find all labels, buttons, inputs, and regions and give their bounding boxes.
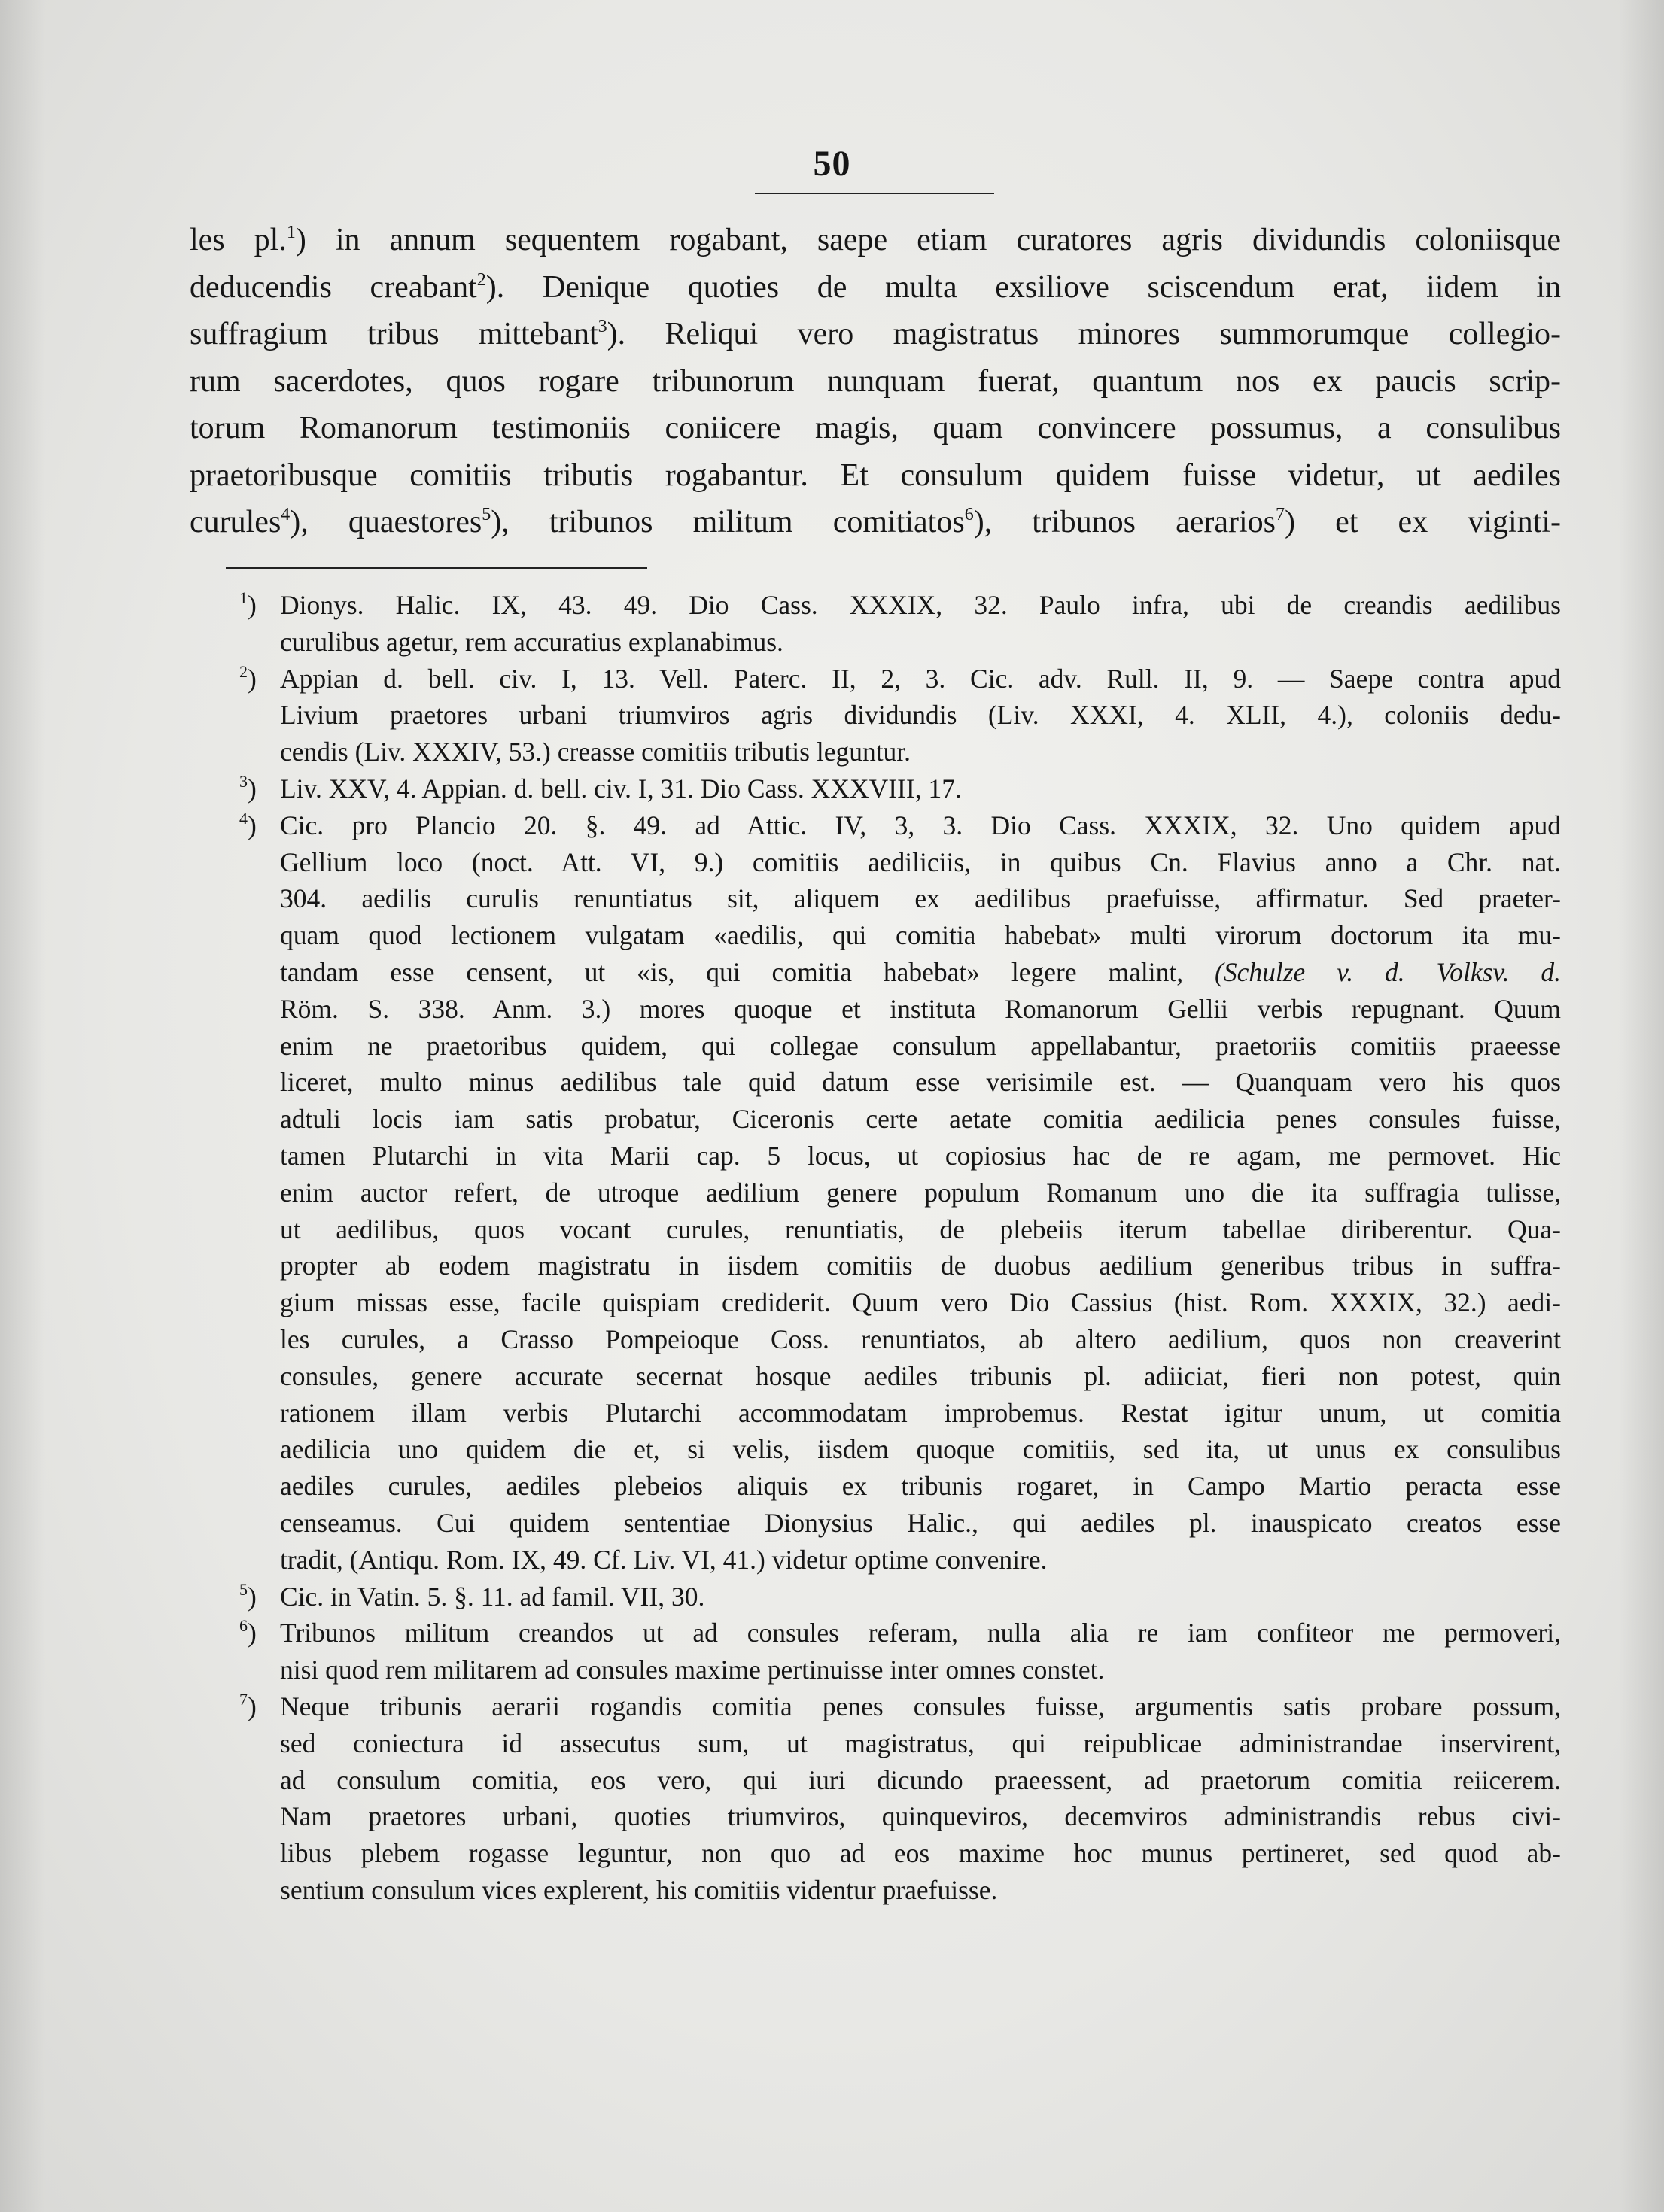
footnote-3 [239,770,1561,807]
footnote-line: Livium praetores urbani triumviros agris dividundis (Liv. XXXI, 4. XLII, 4.), coloniis dedu- [280,700,1561,731]
footnote-5 [239,1578,1561,1615]
main-line: suffragium tribus mittebant$^3$). Reliqui vero magistratus minores summorumque collegio- [190,317,1561,351]
footnote-line: quam quod lectionem vulgatam «aedilis, qui comitia habebat» multi virorum doctorum ita mu- [280,920,1561,951]
footnote-line: aediles curules, aediles plebeios aliquis ex tribunis rogaret, in Campo Martio peracta esse [280,1471,1561,1502]
page-number: 50 [813,144,851,184]
scan-shadow-left [0,0,45,2212]
footnote-line: propter ab eodem magistratu in iisdem comitiis de duobus aedilium generibus tribus in suffra- [280,1250,1561,1281]
main-line: curules$^4$), quaestores$^5$), tribunos militum comitiatos$^6$), tribunos aerarios$^7$) et ex viginti- [190,505,1561,539]
footnote-line: Röm. S. 338. Anm. 3.) mores quoque et instituta Romanorum Gellii verbis repugnant. Quum [280,993,1561,1024]
main-line: les pl.$^1$) in annum sequentem rogabant, saepe etiam curatores agris dividundis coloniisque [190,223,1561,257]
footnote-line: Dionys. Halic. IX, 43. 49. Dio Cass. XXXIX, 32. Paulo infra, ubi de creandis aedilibus [280,590,1561,620]
footnote-line: sentium consulum vices explerent, his comitiis videntur praefuisse. [280,1874,998,1905]
footnote-1 [239,587,1561,661]
footnote-line: Cic. in Vatin. 5. §. 11. ad famil. VII, 30. [280,1581,705,1612]
main-line: rum sacerdotes, quos rogare tribunorum nunquam fuerat, quantum nos ex paucis scrip- [190,363,1561,399]
footnote-line: liceret, multo minus aedilibus tale quid datum esse verisimile est. — Quanquam vero his quos [280,1067,1561,1098]
footnote-ref: 7 [1276,505,1285,524]
footnote-line: nisi quod rem militarem ad consules maxime pertinuisse inter omnes constet. [280,1654,1105,1685]
footnotes [239,587,1561,1909]
footnote-line: gium missas esse, facile quispiam crediderit. Quum vero Dio Cassius (hist. Rom. XXXIX, 32.) aedi- [280,1287,1561,1318]
footnote-number: $^7$) [239,1689,257,1721]
footnote-line: enim auctor refert, de utroque aedilium genere populum Romanum uno die ita suffragia tulisse, [280,1177,1561,1208]
footnote-number: $^6$) [239,1616,257,1648]
footnote-line: tamen Plutarchi in vita Marii cap. 5 locus, ut copiosius hac de re agam, me permovet. Hic [280,1140,1561,1171]
footnote-ref: 2 [476,269,486,290]
main-line: torum Romanorum testimoniis coniicere magis, quam convincere possumus, a consulibus [190,411,1561,445]
footnote-line: les curules, a Crasso Pompeioque Coss. renuntiatos, ab altero aedilium, quos non creaverint [280,1323,1561,1354]
footnote-line: curulibus agetur, rem accuratius explanabimus. [280,626,783,657]
footnote-line: Tribunos militum creandos ut ad consules referam, nulla alia re iam confiteor me permoveri, [280,1618,1561,1648]
footnote-number: $^5$) [239,1579,257,1612]
italic-citation: (Schulze v. d. Volksv. d. [1215,956,1561,987]
footnote-line: adtuli locis iam satis probatur, Ciceronis certe aetate comitia aedilicia penes consules fuisse, [280,1104,1561,1135]
footnote-line: ad consulum comitia, eos vero, qui iuri dicundo praeessent, ad praetorum comitia reiicerem. [280,1764,1561,1795]
footnote-line: enim ne praetoribus quidem, qui collegae consulum appellabantur, praetoriis comitiis praeesse [280,1030,1561,1061]
footnote-line: censeamus. Cui quidem sententiae Dionysius Halic., qui aediles pl. inauspicato creatos esse [280,1507,1561,1538]
footnote-line: aedilicia uno quidem die et, si velis, iisdem quoque comitiis, sed ita, ut unus ex consulibus [280,1434,1561,1465]
footnote-line: sed coniectura id assecutus sum, ut magistratus, qui reipublicae administrandae inservirent, [280,1727,1561,1758]
footnote-line: Gellium loco (noct. Att. VI, 9.) comitiis aediliciis, in quibus Cn. Flavius anno a Chr. nat. [280,846,1561,877]
footnote-line: consules, genere accurate secernat hosque aediles tribunis pl. adiiciat, fieri non potest, quin [280,1360,1561,1391]
footnote-ref: 6 [964,505,974,524]
footnote-ref: 4 [281,505,291,524]
footnote-ref: 5 [482,505,491,524]
footnote-line: cendis (Liv. XXXIV, 53.) creasse comitiis tributis leguntur. [280,737,911,767]
footnote-number: $^2$) [239,661,257,694]
main-text [190,217,1561,546]
footnote-line: tradit, (Antiqu. Rom. IX, 49. Cf. Liv. VI, 41.) videtur optime convenire. [280,1544,1048,1575]
footnote-number: $^3$) [239,771,257,804]
footnote-line: Cic. pro Plancio 20. §. 49. ad Attic. IV, 3, 3. Dio Cass. XXXIX, 32. Uno quidem apud [280,810,1561,840]
footnote-line: libus plebem rogasse leguntur, non quo ad eos maxime hoc munus pertineret, sed quod ab- [280,1838,1561,1869]
footnote-rule [226,567,647,569]
footnote-number: $^4$) [239,808,257,840]
header-rule [755,193,994,194]
footnote-ref: 3 [598,317,607,336]
footnote-number: $^1$) [239,588,257,620]
footnote-line: Nam praetores urbani, quoties triumviros, quinqueviros, decemviros administrandis rebus civi- [280,1801,1561,1832]
footnote-4 [239,807,1561,1578]
footnote-7 [239,1688,1561,1909]
main-line: deducendis creabant$^2$). Denique quoties de multa exsiliove sciscendum erat, iidem in [190,269,1561,305]
footnote-line: Neque tribunis aerarii rogandis comitia penes consules fuisse, argumentis satis probare possum, [280,1691,1561,1721]
footnote-line: Liv. XXV, 4. Appian. d. bell. civ. I, 31. Dio Cass. XXXVIII, 17. [280,773,962,804]
footnote-line: Appian d. bell. civ. I, 13. Vell. Paterc. II, 2, 3. Cic. adv. Rull. II, 9. — Saepe contra apud [280,663,1561,694]
footnote-ref: 1 [286,223,296,242]
footnote-2 [239,661,1561,770]
footnote-line: ut aedilibus, quos vocant curules, renuntiatis, de plebeiis iterum tabellae diriberentur. Qua- [280,1214,1561,1244]
footnote-line: tandam esse censent, ut «is, qui comitia habebat» legere malint, (Schulze v. d. Volksv. d. [280,956,1561,987]
footnote-6 [239,1615,1561,1688]
footnote-line: 304. aedilis curulis renuntiatus sit, aliquem ex aedilibus praefuisse, affirmatur. Sed praeter- [280,883,1561,914]
main-line: praetoribusque comitiis tributis rogabantur. Et consulum quidem fuisse videtur, ut aediles [190,457,1561,493]
scan-shadow-right [1619,0,1664,2212]
footnote-line: rationem illam verbis Plutarchi accommodatam improbemus. Restat igitur unum, ut comitia [280,1397,1561,1428]
